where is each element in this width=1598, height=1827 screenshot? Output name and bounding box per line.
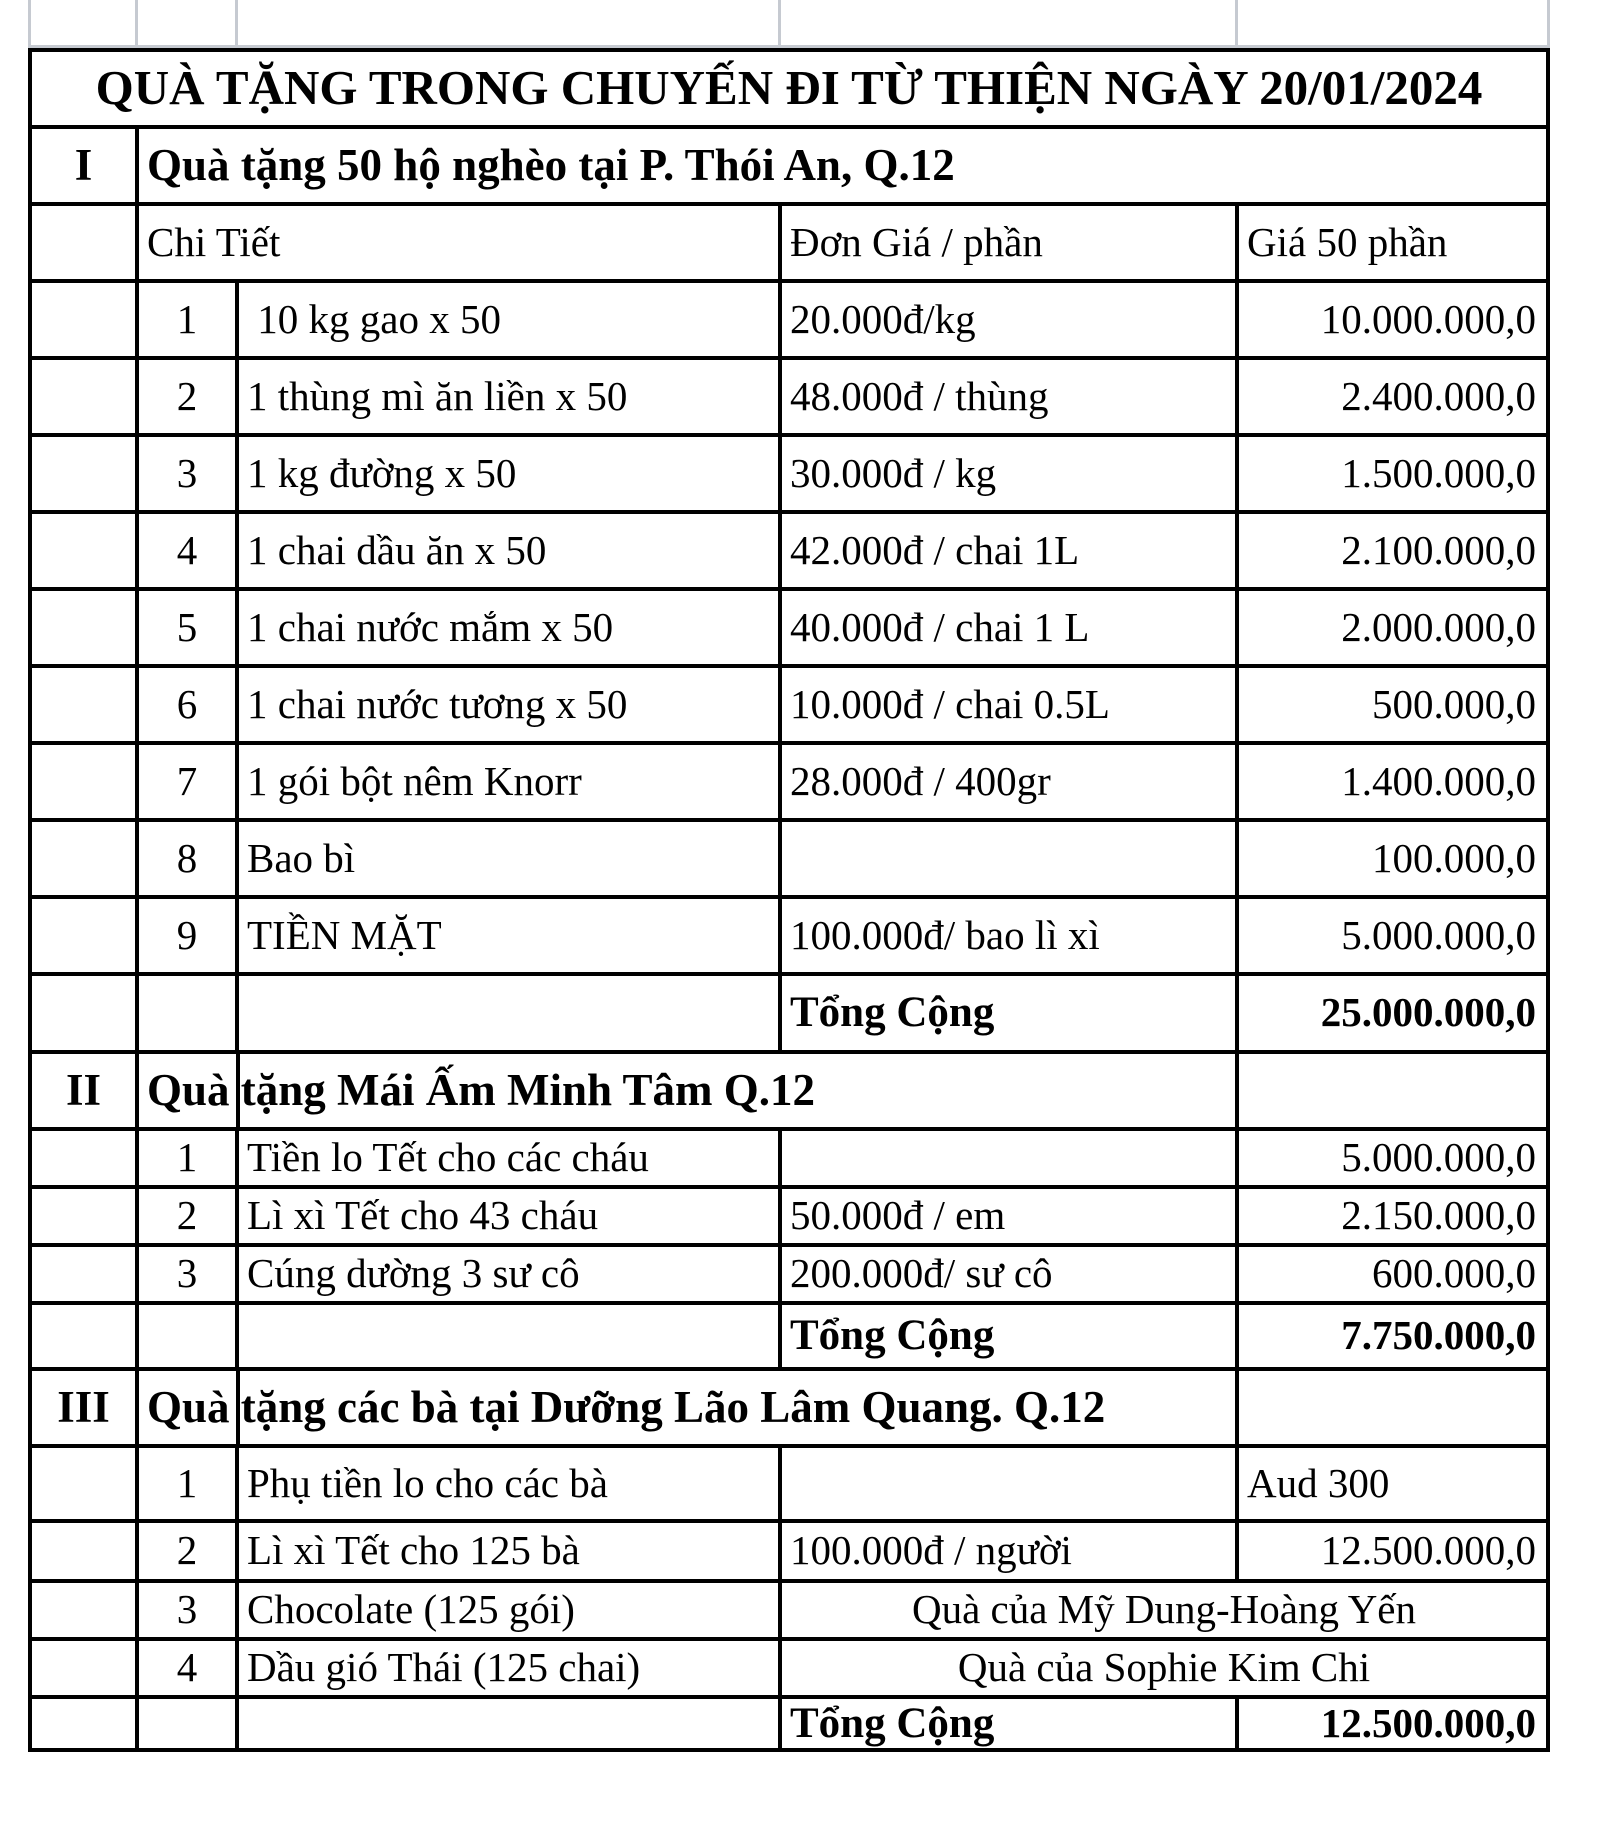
item-cell: TIỀN MẶT [237,897,780,974]
row-number-cell: 9 [137,897,237,974]
item-cell: 1 chai nước tương x 50 [237,666,780,743]
table-row [30,1521,1548,1581]
unit-price-cell: 100.000đ/ bao lì xì [780,897,1237,974]
empty-cell [30,1446,137,1521]
table-row [30,820,1548,897]
unit-price-cell: 20.000đ/kg [780,281,1237,358]
item-cell: 1 gói bột nêm Knorr [237,743,780,820]
section-3-heading-text: Quà tặng các bà tại Dưỡng Lão Lâm Quang. Q.12 [147,1381,1106,1432]
table-row [30,1581,1548,1639]
table-row [30,897,1548,974]
empty-cell [30,1245,137,1303]
empty-cell [30,743,137,820]
item-cell: Lì xì Tết cho 125 bà [237,1521,780,1581]
title-row [30,50,1548,127]
column-header-price-50: Giá 50 phần [1237,204,1548,281]
page-title: QUÀ TẶNG TRONG CHUYẾN ĐI TỪ THIỆN NGÀY 20/01/2024 [30,50,1548,127]
table-row [30,743,1548,820]
section-1-total-row [30,974,1548,1052]
row-number-cell: 3 [137,1581,237,1639]
amount-cell: Aud 300 [1237,1446,1548,1521]
gridline-vertical [778,0,781,47]
amount-cell: 600.000,0 [1237,1245,1548,1303]
empty-cell [30,820,137,897]
unit-price-cell: 28.000đ / 400gr [780,743,1237,820]
item-cell: Chocolate (125 gói) [237,1581,780,1639]
amount-cell: 2.400.000,0 [1237,358,1548,435]
empty-cell [30,897,137,974]
section-3-heading [137,1369,1237,1446]
unit-price-cell [780,1446,1237,1521]
empty-cell [30,281,137,358]
unit-price-cell [780,820,1237,897]
row-number-cell: 3 [137,1245,237,1303]
gridline-vertical [1547,0,1550,47]
section-2-total-amount: 7.750.000,0 [1237,1303,1548,1369]
section-1-header-row [30,127,1548,204]
row-number-cell: 2 [137,1521,237,1581]
gridline-vertical [235,0,238,47]
row-number-cell: 1 [137,1446,237,1521]
item-cell: Cúng dường 3 sư cô [237,1245,780,1303]
section-3-total-amount: 12.500.000,0 [1237,1697,1548,1750]
row-number-cell: 1 [137,281,237,358]
amount-cell: 12.500.000,0 [1237,1521,1548,1581]
row-number-cell: 8 [137,820,237,897]
row-number-cell: 2 [137,1187,237,1245]
table-row [30,666,1548,743]
empty-cell [237,1303,780,1369]
empty-cell [30,1639,137,1697]
section-1-numeral: I [30,127,137,204]
row-number-cell: 6 [137,666,237,743]
table-row [30,512,1548,589]
table-row [30,1446,1548,1521]
table-row [30,435,1548,512]
item-cell: 10 kg gao x 50 [237,281,780,358]
row-number-cell: 7 [137,743,237,820]
table-row [30,589,1548,666]
empty-cell [1237,1369,1548,1446]
amount-cell: 2.000.000,0 [1237,589,1548,666]
gridline-vertical [28,0,31,47]
empty-cell [30,1187,137,1245]
empty-cell [30,1129,137,1187]
amount-cell: 100.000,0 [1237,820,1548,897]
gridline-vertical [135,0,138,47]
empty-cell [30,435,137,512]
total-label: Tổng Cộng [780,974,1237,1052]
item-cell: 1 chai dầu ăn x 50 [237,512,780,589]
row-number-cell: 1 [137,1129,237,1187]
section-2-header-row [30,1052,1548,1129]
row-number-cell: 2 [137,358,237,435]
column-header-unit-price: Đơn Giá / phần [780,204,1237,281]
amount-cell: 5.000.000,0 [1237,897,1548,974]
section-2-heading [137,1052,1237,1129]
column-header-detail: Chi Tiết [137,204,780,281]
amount-cell: 500.000,0 [1237,666,1548,743]
table-row [30,1187,1548,1245]
amount-cell: 2.150.000,0 [1237,1187,1548,1245]
empty-cell [30,666,137,743]
table-row [30,1245,1548,1303]
section-3-total-row [30,1697,1548,1750]
unit-price-cell [780,1129,1237,1187]
section-3-header-row [30,1369,1548,1446]
empty-cell [137,1303,237,1369]
total-label: Tổng Cộng [780,1303,1237,1369]
spreadsheet-gridline-stub [0,0,1598,50]
table-row [30,358,1548,435]
unit-price-cell: 42.000đ / chai 1L [780,512,1237,589]
section-2-heading-text: Quà tặng Mái Ấm Minh Tâm Q.12 [147,1064,815,1115]
empty-cell [1237,1052,1548,1129]
section-3-numeral: III [30,1369,137,1446]
unit-price-cell: 10.000đ / chai 0.5L [780,666,1237,743]
empty-cell [137,974,237,1052]
gridline-vertical [1235,0,1238,47]
row-number-cell: 4 [137,512,237,589]
empty-cell [30,589,137,666]
item-cell: Tiền lo Tết cho các cháu [237,1129,780,1187]
section-2-numeral: II [30,1052,137,1129]
empty-cell [30,358,137,435]
row-number-cell: 5 [137,589,237,666]
charity-expense-table [28,48,1550,1752]
empty-cell [30,1521,137,1581]
empty-cell [237,1697,780,1750]
row-number-cell: 4 [137,1639,237,1697]
amount-cell: 2.100.000,0 [1237,512,1548,589]
section-1-heading [137,127,1548,204]
empty-cell [237,974,780,1052]
empty-cell [30,512,137,589]
empty-cell [30,974,137,1052]
row-number-cell: 3 [137,435,237,512]
unit-price-cell: 48.000đ / thùng [780,358,1237,435]
section-2-total-row [30,1303,1548,1369]
section-1-heading-text: Quà tặng 50 hộ nghèo tại P. Thói An, Q.12 [147,139,955,190]
item-cell: 1 kg đường x 50 [237,435,780,512]
item-cell: Bao bì [237,820,780,897]
section-1-total-amount: 25.000.000,0 [1237,974,1548,1052]
empty-cell [30,1581,137,1639]
table-row [30,281,1548,358]
donor-note-cell: Quà của Sophie Kim Chi [780,1639,1548,1697]
item-cell: Lì xì Tết cho 43 cháu [237,1187,780,1245]
item-cell: 1 thùng mì ăn liền x 50 [237,358,780,435]
unit-price-cell: 100.000đ / người [780,1521,1237,1581]
unit-price-cell: 50.000đ / em [780,1187,1237,1245]
unit-price-cell: 200.000đ/ sư cô [780,1245,1237,1303]
total-label: Tổng Cộng [780,1697,1237,1750]
item-cell: Phụ tiền lo cho các bà [237,1446,780,1521]
table-row [30,1639,1548,1697]
donor-note-cell: Quà của Mỹ Dung-Hoàng Yến [780,1581,1548,1639]
empty-cell [30,1303,137,1369]
table-row [30,1129,1548,1187]
amount-cell: 1.400.000,0 [1237,743,1548,820]
item-cell: 1 chai nước mắm x 50 [237,589,780,666]
unit-price-cell: 30.000đ / kg [780,435,1237,512]
amount-cell: 10.000.000,0 [1237,281,1548,358]
amount-cell: 1.500.000,0 [1237,435,1548,512]
empty-cell [30,1697,137,1750]
column-header-row [30,204,1548,281]
empty-cell [30,204,137,281]
amount-cell: 5.000.000,0 [1237,1129,1548,1187]
item-cell: Dầu gió Thái (125 chai) [237,1639,780,1697]
empty-cell [137,1697,237,1750]
unit-price-cell: 40.000đ / chai 1 L [780,589,1237,666]
